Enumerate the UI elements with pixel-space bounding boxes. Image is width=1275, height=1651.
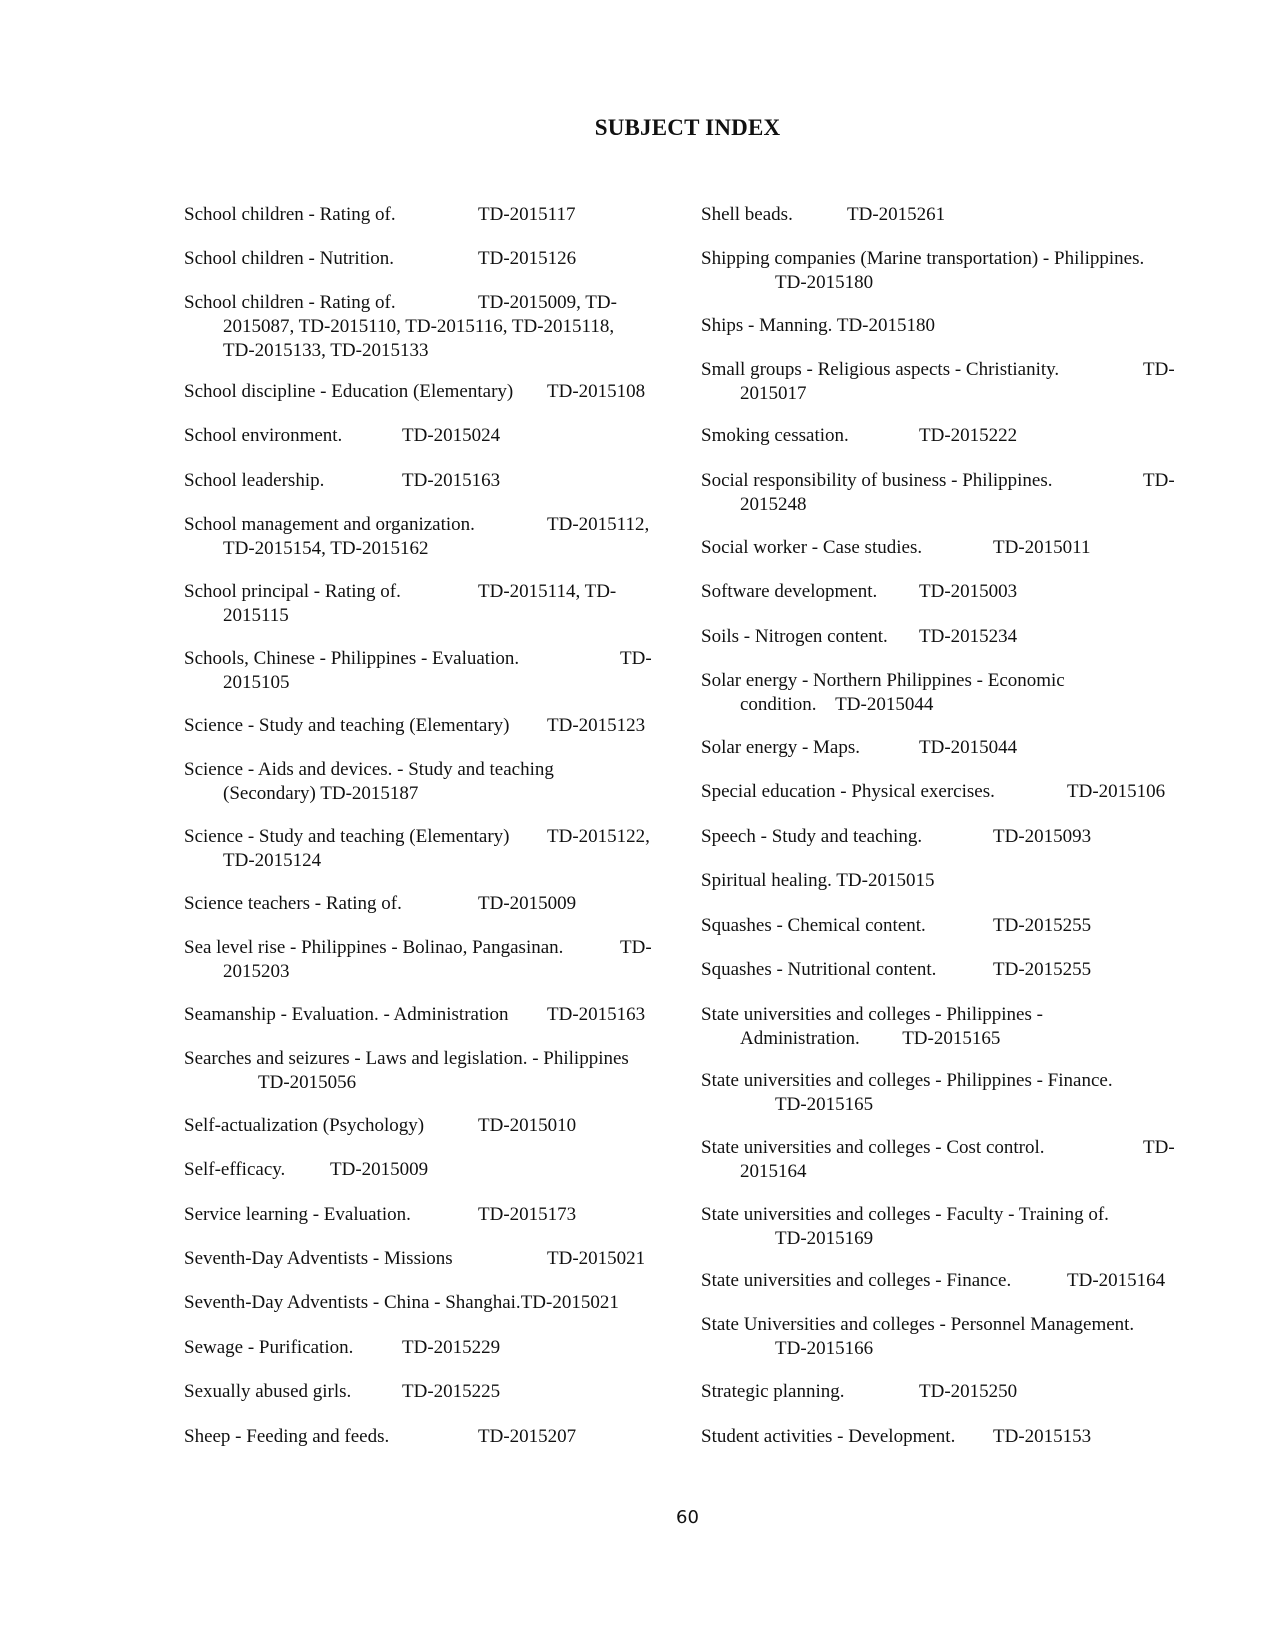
entry-subject: State universities and colleges - Finance.: [701, 1270, 1012, 1291]
index-entry: [184, 714, 679, 738]
entry-subject: Ships - Manning.: [701, 315, 833, 336]
entry-continuation: 2015105: [223, 672, 290, 693]
entry-subject: Soils - Nitrogen content.: [701, 626, 888, 647]
entry-subject: Spiritual healing.: [701, 870, 832, 891]
entry-continuation: TD-2015133, TD-2015133: [223, 340, 429, 361]
entry-subject: School management and organization.: [184, 514, 475, 535]
entry-subject: Service learning - Evaluation.: [184, 1204, 411, 1225]
entry-codes: TD-2015106: [1067, 781, 1166, 802]
entry-continuation: TD-2015180: [775, 272, 874, 293]
entry-subject: Shipping companies (Marine transportation) - Philippines.: [701, 248, 1145, 269]
entry-codes: TD-2015163: [402, 470, 501, 491]
index-entry: [184, 513, 679, 561]
entry-codes: TD-2015015: [836, 870, 935, 891]
index-entry: [184, 1380, 679, 1404]
entry-continuation: TD-2015166: [775, 1338, 874, 1359]
entry-subject: State universities and colleges - Cost control.: [701, 1137, 1045, 1158]
entry-subject: Science - Aids and devices. - Study and teaching: [184, 759, 554, 780]
entry-subject: Sexually abused girls.: [184, 1381, 352, 1402]
entry-subject: Software development.: [701, 581, 878, 602]
entry-subject: Social worker - Case studies.: [701, 537, 923, 558]
entry-codes: TD-2015114, TD-: [478, 581, 617, 602]
entry-subject: Science - Study and teaching (Elementary): [184, 826, 510, 847]
entry-codes: TD-2015112,: [547, 514, 650, 535]
entry-subject: Small groups - Religious aspects - Christianity.: [701, 359, 1060, 380]
entry-subject: School discipline - Education (Elementary): [184, 381, 514, 402]
index-entry: [701, 736, 1201, 760]
entry-codes: TD-2015153: [993, 1426, 1092, 1447]
page-title: SUBJECT INDEX: [594, 115, 781, 140]
index-entry: [184, 1203, 679, 1227]
entry-codes: TD-2015229: [402, 1337, 501, 1358]
index-entry: [701, 1003, 1201, 1051]
entry-subject: Science - Study and teaching (Elementary): [184, 715, 510, 736]
entry-codes: TD-: [1143, 1137, 1175, 1158]
index-entry: [184, 580, 679, 628]
entry-codes: TD-: [1143, 359, 1175, 380]
index-entry: [701, 358, 1201, 406]
entry-codes: TD-2015222: [919, 425, 1018, 446]
index-entry: [701, 469, 1201, 517]
index-entry: [701, 580, 1201, 604]
entry-codes: TD-2015108: [547, 381, 646, 402]
index-entry: [184, 758, 679, 806]
index-entry: [701, 424, 1201, 448]
entry-subject: Sea level rise - Philippines - Bolinao, Pangasinan.: [184, 937, 564, 958]
entry-subject: Seventh-Day Adventists - China - Shanghai.: [184, 1292, 521, 1313]
index-entry: [701, 1136, 1201, 1184]
entry-subject: Social responsibility of business - Philippines.: [701, 470, 1053, 491]
entry-subject: Schools, Chinese - Philippines - Evaluation.: [184, 648, 520, 669]
index-entry: [701, 914, 1201, 938]
entry-continuation: 2015017: [740, 383, 807, 404]
entry-subject: Searches and seizures - Laws and legislation. - Philippines: [184, 1048, 629, 1069]
entry-codes: TD-2015009, TD-: [478, 292, 617, 313]
entry-codes: TD-2015234: [919, 626, 1018, 647]
index-entry: [184, 247, 679, 271]
entry-continuation: TD-2015169: [775, 1228, 874, 1249]
entry-subject: Shell beads.: [701, 204, 793, 225]
entry-continuation: TD-2015154, TD-2015162: [223, 538, 429, 559]
index-entry: [701, 1313, 1201, 1361]
entry-subject: Strategic planning.: [701, 1381, 845, 1402]
entry-codes: TD-2015173: [478, 1204, 577, 1225]
entry-subject: Solar energy - Maps.: [701, 737, 861, 758]
entry-subject: State Universities and colleges - Personnel Management.: [701, 1314, 1135, 1335]
entry-subject: School leadership.: [184, 470, 325, 491]
index-entry: [184, 936, 679, 984]
entry-codes: TD-2015261: [847, 204, 946, 225]
entry-subject: Squashes - Nutritional content.: [701, 959, 937, 980]
entry-continuation: 2015115: [223, 605, 289, 626]
index-entry: [184, 424, 679, 448]
page-number: 60: [676, 1507, 699, 1528]
index-entry: [184, 1114, 679, 1138]
entry-subject: School principal - Rating of.: [184, 581, 401, 602]
entry-subject: State universities and colleges - Faculty - Training of.: [701, 1204, 1109, 1225]
entry-subject: Sewage - Purification.: [184, 1337, 354, 1358]
index-entry: [701, 958, 1201, 982]
entry-subject: Science teachers - Rating of.: [184, 893, 402, 914]
index-entry: [701, 1069, 1201, 1117]
entry-subject: Speech - Study and teaching.: [701, 826, 923, 847]
index-entry: [701, 669, 1201, 717]
entry-codes: TD-2015225: [402, 1381, 501, 1402]
entry-codes: TD-: [620, 937, 652, 958]
entry-codes: TD-2015255: [993, 915, 1092, 936]
index-entry: [184, 1247, 679, 1271]
entry-subject: School environment.: [184, 425, 343, 446]
index-entry: [184, 203, 679, 227]
entry-subject: Seamanship - Evaluation. - Administration: [184, 1004, 509, 1025]
entry-codes: TD-2015122,: [547, 826, 650, 847]
entry-subject: Sheep - Feeding and feeds.: [184, 1426, 390, 1447]
entry-codes: TD-2015163: [547, 1004, 646, 1025]
index-entry: [701, 625, 1201, 649]
entry-codes: TD-2015126: [478, 248, 577, 269]
entry-codes: TD-2015044: [919, 737, 1018, 758]
entry-codes: TD-2015250: [919, 1381, 1018, 1402]
entry-subject: Solar energy - Northern Philippines - Economic: [701, 670, 1065, 691]
entry-subject: Student activities - Development.: [701, 1426, 956, 1447]
entry-codes: TD-2015011: [993, 537, 1091, 558]
entry-subject: Self-actualization (Psychology): [184, 1115, 425, 1136]
index-entry: [701, 1425, 1201, 1449]
entry-codes: TD-2015117: [478, 204, 576, 225]
index-entry: [701, 825, 1201, 849]
index-entry: [701, 314, 1201, 338]
entry-codes: TD-2015003: [919, 581, 1018, 602]
entry-continuation: TD-2015165: [775, 1094, 874, 1115]
entry-codes: TD-2015021: [520, 1292, 619, 1313]
index-entry: [701, 1269, 1201, 1293]
index-entry: [184, 1047, 679, 1095]
entry-continuation: condition. TD-2015044: [740, 694, 934, 715]
entry-codes: TD-2015093: [993, 826, 1092, 847]
index-entry: [701, 780, 1201, 804]
entry-continuation: (Secondary) TD-2015187: [223, 783, 419, 804]
entry-subject: Smoking cessation.: [701, 425, 849, 446]
entry-continuation: 2015164: [740, 1161, 807, 1182]
index-entry: [184, 1291, 679, 1315]
entry-codes: TD-: [1143, 470, 1175, 491]
entry-codes: TD-2015207: [478, 1426, 577, 1447]
entry-subject: State universities and colleges - Philippines - Finance.: [701, 1070, 1113, 1091]
entry-codes: TD-2015123: [547, 715, 646, 736]
entry-codes: TD-2015024: [402, 425, 501, 446]
entry-codes: TD-2015009: [330, 1159, 429, 1180]
entry-codes: TD-: [620, 648, 652, 669]
index-entry: [184, 1425, 679, 1449]
entry-codes: TD-2015164: [1067, 1270, 1166, 1291]
index-entry: [701, 1380, 1201, 1404]
entry-continuation: Administration. TD-2015165: [740, 1028, 1001, 1049]
index-entry: [701, 1203, 1201, 1251]
index-entry: [701, 869, 1201, 893]
index-entry: [184, 1158, 679, 1182]
entry-codes: TD-2015010: [478, 1115, 577, 1136]
entry-subject: School children - Rating of.: [184, 292, 396, 313]
entry-subject: Special education - Physical exercises.: [701, 781, 995, 802]
index-entry: [184, 892, 679, 916]
entry-subject: Seventh-Day Adventists - Missions: [184, 1248, 453, 1269]
index-entry: [701, 203, 1201, 227]
index-entry: [184, 647, 679, 695]
entry-codes: TD-2015021: [547, 1248, 646, 1269]
index-entry: [701, 247, 1201, 295]
index-entry: [184, 380, 679, 404]
entry-codes: TD-2015009: [478, 893, 577, 914]
entry-continuation: TD-2015056: [258, 1072, 357, 1093]
entry-subject: Self-efficacy.: [184, 1159, 286, 1180]
entry-subject: School children - Nutrition.: [184, 248, 395, 269]
index-entry: [184, 1003, 679, 1027]
entry-subject: Squashes - Chemical content.: [701, 915, 926, 936]
index-entry: [184, 469, 679, 493]
index-entry: [184, 291, 679, 363]
index-entry: [701, 536, 1201, 560]
entry-continuation: 2015087, TD-2015110, TD-2015116, TD-2015118,: [223, 316, 615, 337]
entry-codes: TD-2015255: [993, 959, 1092, 980]
entry-continuation: 2015203: [223, 961, 290, 982]
entry-subject: State universities and colleges - Philippines -: [701, 1004, 1043, 1025]
entry-continuation: TD-2015124: [223, 850, 322, 871]
entry-codes: TD-2015180: [836, 315, 936, 336]
entry-continuation: 2015248: [740, 494, 807, 515]
entry-subject: School children - Rating of.: [184, 204, 396, 225]
index-entry: [184, 825, 679, 873]
index-entry: [184, 1336, 679, 1360]
